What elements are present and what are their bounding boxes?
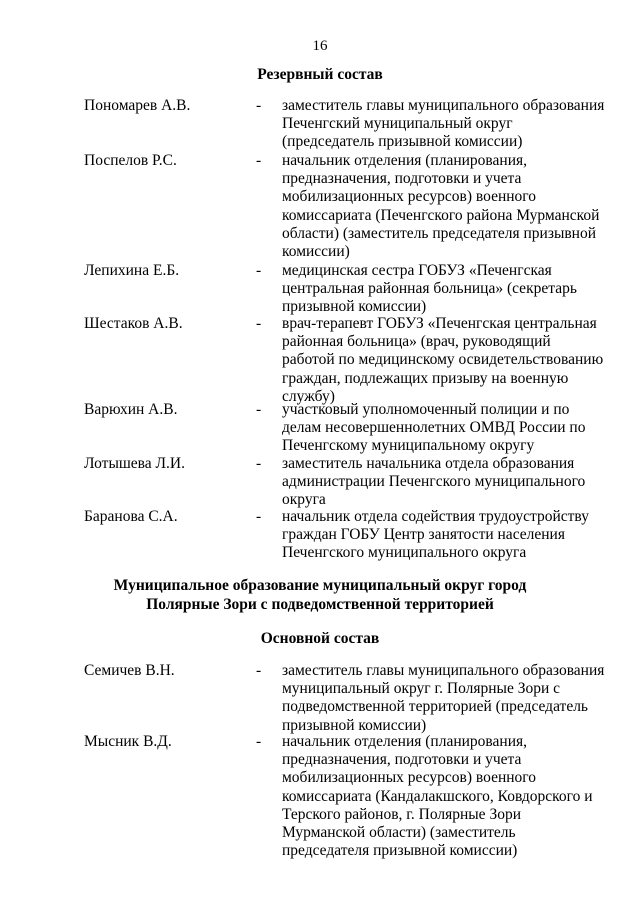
member-description: медицинская сестра ГОБУЗ «Печенгская центральная районная больница» (секретарь призывной комиссии) (282, 262, 577, 316)
member-dash: - (256, 315, 262, 332)
member-name: Баранова С.А. (84, 508, 178, 525)
member-name: Шестаков А.В. (84, 315, 183, 332)
member-dash: - (256, 733, 262, 750)
member-description: заместитель главы муниципального образования Печенгский муниципальный округ (председатель призывной комиссии) (282, 97, 605, 151)
member-name: Лепихина Е.Б. (84, 262, 180, 279)
member-dash: - (256, 262, 262, 279)
member-name: Поспелов Р.С. (84, 152, 177, 169)
member-name: Семичев В.Н. (84, 662, 175, 679)
member-description: заместитель главы муниципального образования муниципальный округ г. Полярные Зори с подведомственной территорией (председатель призывной комиссии) (282, 662, 605, 734)
member-name: Варюхин А.В. (84, 401, 178, 418)
member-dash: - (256, 401, 262, 418)
member-description: врач-терапевт ГОБУЗ «Печенгская центральная районная больница» (врач, руководящий работой по медицинскому освидетельствованию граждан, подлежащих призыву на военную службу) (282, 315, 604, 405)
member-dash: - (256, 662, 262, 679)
member-dash: - (256, 508, 262, 525)
member-description: начальник отдела содействия трудоустройству граждан ГОБУ Центр занятости населения Печенгского муниципального округа (282, 508, 589, 562)
main-section-title: Основной состав (260, 630, 380, 647)
municipality-title-line2: Полярные Зори с подведомственной территорией (146, 596, 494, 613)
member-description: участковый уполномоченный полиции и по делам несовершеннолетних ОМВД России по Печенгскому муниципальному округу (282, 401, 586, 455)
page-number: 16 (312, 38, 328, 54)
member-description: начальник отделения (планирования, предназначения, подготовки и учета мобилизационных ресурсов) военного комиссариата (Кандалакшского, Ковдорского и Терского районов, г. Полярные Зори Мурманской области) (заместитель председателя призывной комиссии) (282, 733, 593, 860)
municipality-title-line1: Муниципальное образование муниципальный округ город (113, 577, 527, 594)
member-dash: - (256, 97, 262, 114)
member-name: Лотышева Л.И. (84, 455, 185, 472)
member-dash: - (256, 152, 262, 169)
member-description: начальник отделения (планирования, предназначения, подготовки и учета мобилизационных ресурсов) военного комиссариата (Печенгского района Мурманской области) (заместитель председателя призывной комиссии) (282, 152, 600, 261)
reserve-section-title: Резервный состав (257, 66, 383, 83)
member-name: Пономарев А.В. (84, 97, 191, 114)
member-dash: - (256, 455, 262, 472)
member-description: заместитель начальника отдела образования администрации Печенгского муниципального округа (282, 455, 586, 509)
member-name: Мысник В.Д. (84, 733, 172, 750)
